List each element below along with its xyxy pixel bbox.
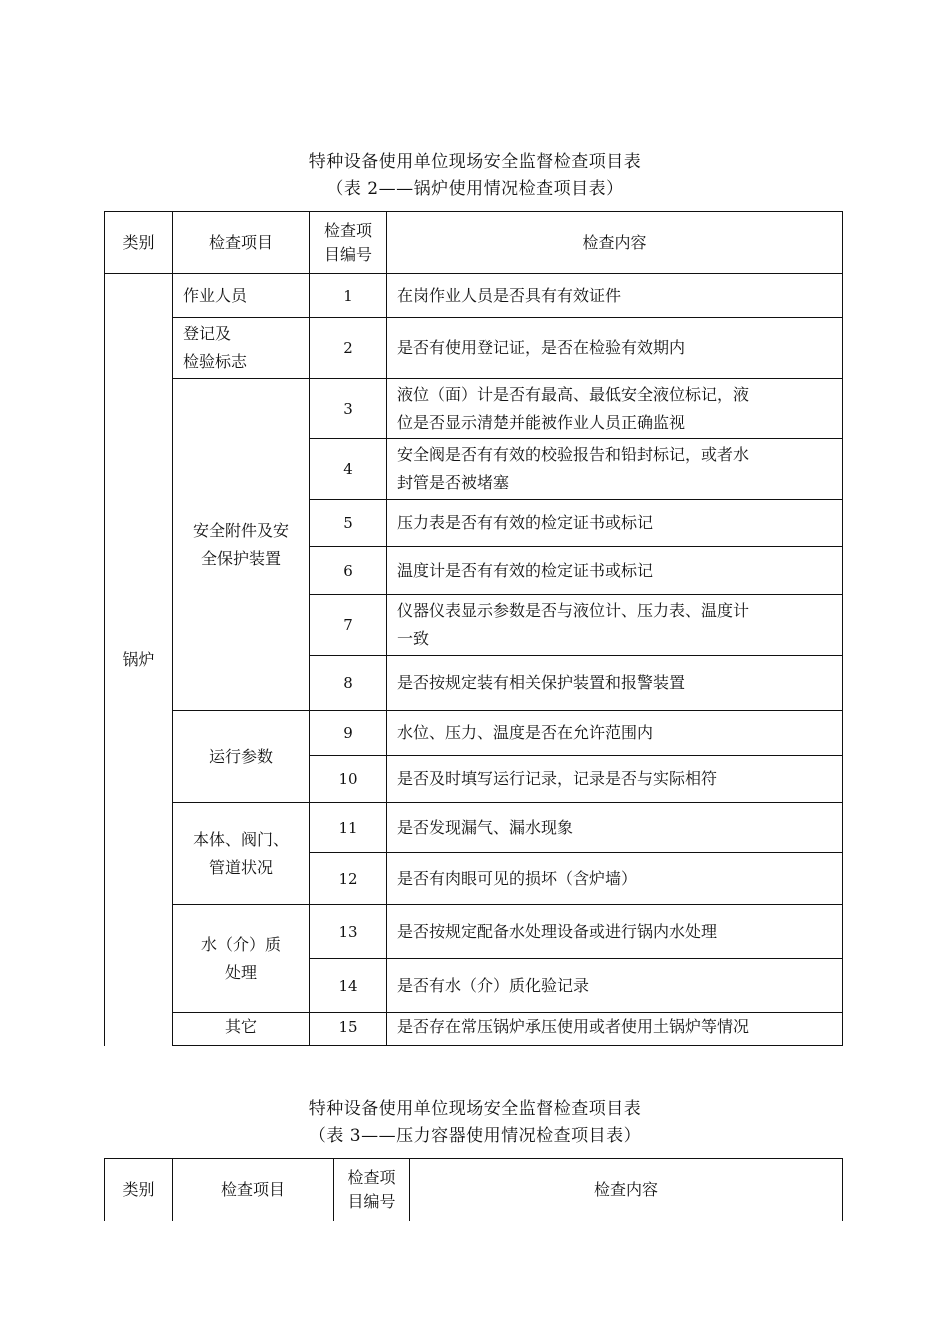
header-number-line2: 目编号	[323, 244, 372, 264]
item-number: 2	[310, 318, 387, 379]
header-number	[310, 212, 387, 274]
table-row	[105, 711, 843, 756]
item-number: 6	[310, 547, 387, 595]
table3-subtitle: （表 3——压力容器使用情况检查项目表）	[308, 1126, 642, 1146]
item-number: 12	[310, 853, 387, 905]
item-number: 11	[310, 803, 387, 853]
item-number: 14	[310, 959, 387, 1013]
header-number-line1: 检查项	[347, 1167, 396, 1187]
item-line: 全保护装置	[200, 548, 281, 568]
item-cell	[173, 379, 310, 711]
item-number: 5	[310, 500, 387, 547]
header-item: 检查项目	[173, 212, 310, 274]
boiler-inspection-table	[104, 211, 843, 1046]
item-number: 13	[310, 905, 387, 959]
item-content: 水位、压力、温度是否在允许范围内	[387, 711, 843, 756]
item-content: 压力表是否有有效的检定证书或标记	[387, 500, 843, 547]
table-row	[105, 318, 843, 379]
item-content	[387, 439, 843, 500]
header-number-line1: 检查项	[323, 220, 372, 240]
header-content: 检查内容	[410, 1159, 843, 1221]
header-category: 类别	[105, 212, 173, 274]
header-content: 检查内容	[387, 212, 843, 274]
item-number: 10	[310, 756, 387, 803]
item-cell: 其它	[173, 1013, 310, 1046]
header-item: 检查项目	[173, 1159, 334, 1221]
item-content: 是否按规定装有相关保护装置和报警装置	[387, 656, 843, 711]
table-row	[105, 905, 843, 959]
item-content: 温度计是否有有效的检定证书或标记	[387, 547, 843, 595]
item-cell: 运行参数	[173, 711, 310, 803]
header-category: 类别	[105, 1159, 173, 1221]
table-header-row	[105, 1159, 843, 1221]
item-cell: 作业人员	[173, 274, 310, 318]
item-cell	[173, 318, 310, 379]
table2-subtitle: （表 2——锅炉使用情况检查项目表）	[326, 179, 624, 199]
item-line: 处理	[224, 962, 257, 982]
pressure-vessel-inspection-table	[104, 1158, 843, 1221]
item-line: 安全附件及安	[192, 520, 289, 540]
item-line: 本体、阀门、	[192, 829, 289, 849]
table-header-row	[105, 212, 843, 274]
content-line: 封管是否被堵塞	[397, 473, 510, 492]
item-cell	[173, 803, 310, 905]
item-content: 是否有使用登记证，是否在检验有效期内	[387, 318, 843, 379]
header-number-line2: 目编号	[347, 1191, 396, 1211]
item-content: 是否按规定配备水处理设备或进行锅内水处理	[387, 905, 843, 959]
item-number: 3	[310, 379, 387, 439]
item-content: 是否及时填写运行记录，记录是否与实际相符	[387, 756, 843, 803]
item-number: 4	[310, 439, 387, 500]
table2-title: 特种设备使用单位现场安全监督检查项目表	[308, 152, 642, 172]
header-number	[334, 1159, 410, 1221]
item-line: 检验标志	[183, 352, 248, 371]
item-number: 8	[310, 656, 387, 711]
content-line: 安全阀是否有有效的校验报告和铅封标记，或者水	[397, 445, 750, 464]
item-content	[387, 379, 843, 439]
item-content: 在岗作业人员是否具有有效证件	[387, 274, 843, 318]
item-number: 1	[310, 274, 387, 318]
item-content: 是否发现漏气、漏水现象	[387, 803, 843, 853]
item-content: 是否有水（介）质化验记录	[387, 959, 843, 1013]
item-number: 9	[310, 711, 387, 756]
item-content	[387, 595, 843, 656]
item-content: 是否有肉眼可见的损坏（含炉墙）	[387, 853, 843, 905]
item-content: 是否存在常压锅炉承压使用或者使用土锅炉等情况	[387, 1013, 843, 1046]
table-row	[105, 274, 843, 318]
category-cell: 锅炉	[105, 274, 173, 1046]
content-line: 位是否显示清楚并能被作业人员正确监视	[397, 412, 686, 432]
content-line: 仪器仪表显示参数是否与液位计、压力表、温度计	[397, 601, 750, 620]
item-cell	[173, 905, 310, 1013]
item-line: 登记及	[183, 324, 232, 343]
item-line: 水（介）质	[200, 934, 281, 954]
table-row	[105, 803, 843, 853]
item-number: 7	[310, 595, 387, 656]
content-line: 一致	[397, 629, 430, 648]
item-number: 15	[310, 1013, 387, 1046]
item-line: 管道状况	[208, 857, 273, 877]
content-line: 液位（面）计是否有最高、最低安全液位标记，液	[397, 384, 750, 404]
table-row	[105, 379, 843, 439]
table3-title: 特种设备使用单位现场安全监督检查项目表	[308, 1099, 642, 1119]
table-row	[105, 1013, 843, 1046]
